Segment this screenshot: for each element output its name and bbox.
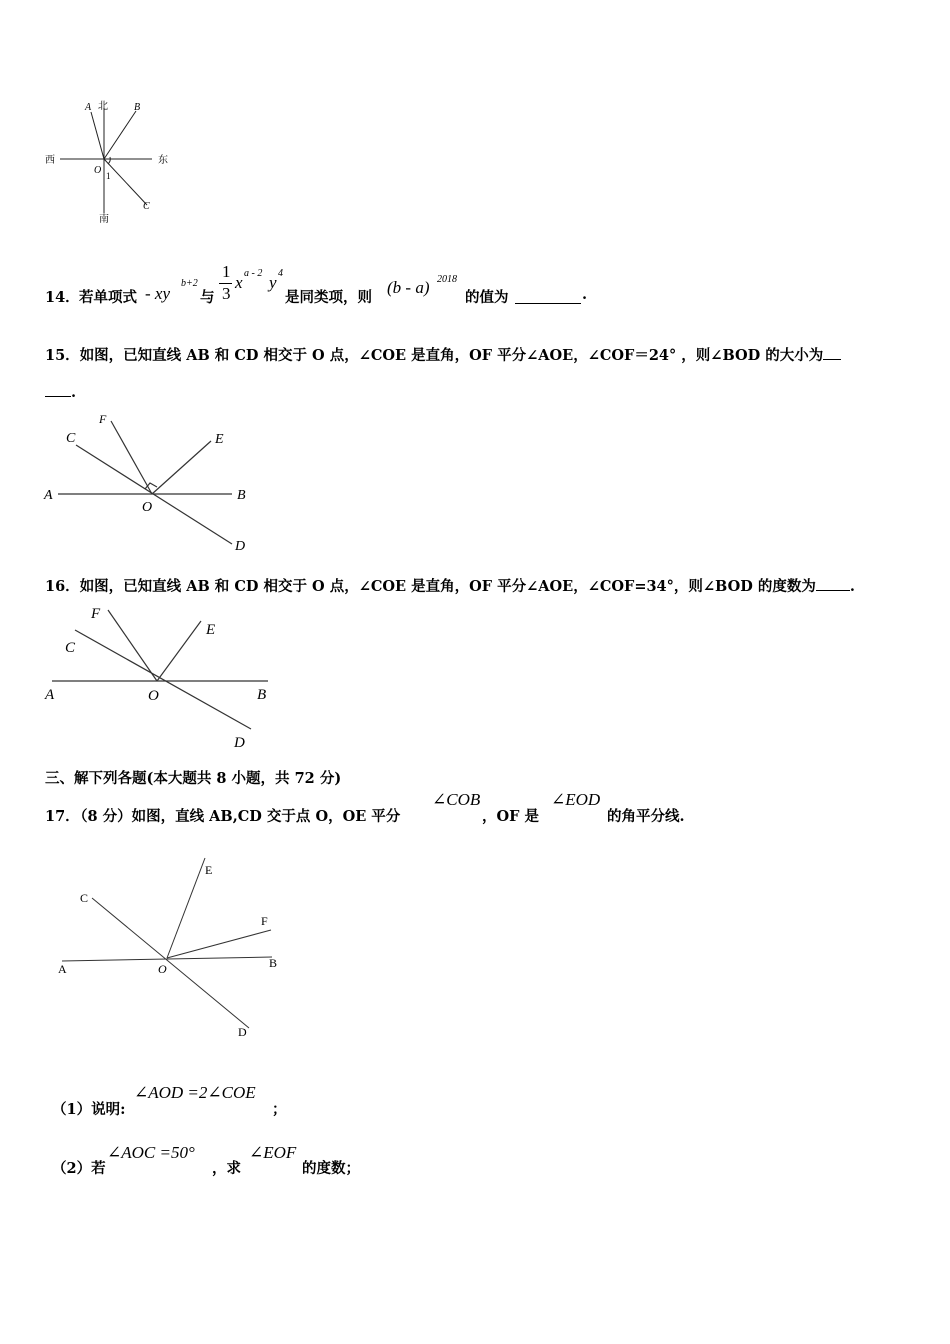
ray-oe	[157, 621, 201, 681]
q17-part-1	[52, 1080, 452, 1120]
label-c: C	[143, 201, 150, 212]
q15-label-d: D	[235, 539, 246, 554]
q16-label-c: C	[65, 640, 76, 656]
q17-label-c: C	[80, 891, 89, 905]
label-west: 西	[45, 155, 55, 166]
q14-fraction-denominator: 3	[222, 284, 231, 303]
q15-label-b: B	[237, 488, 246, 503]
q17-angle-cob: ∠COB	[432, 790, 481, 809]
q15-label-c: C	[66, 431, 76, 446]
q14-x-exponent: a - 2	[244, 268, 263, 279]
q17-label-a: A	[58, 962, 67, 976]
q16-answer-blank[interactable]	[816, 589, 850, 591]
q16-text: 如图，已知直线 AB 和 CD 相交于 O 点，∠COE 是直角，OF 平分∠AOE，∠COF=34°，则∠BOD 的度数为	[79, 578, 816, 595]
q15-label-f: F	[99, 412, 107, 426]
q16-label-d: D	[234, 735, 245, 751]
label-angle-1: 1	[106, 171, 111, 181]
q17-text-mid: ，OF 是	[482, 808, 539, 825]
q14-end: .	[582, 286, 588, 303]
q14-paren-expression: (b - a)	[387, 278, 430, 297]
q14-text-2: 是同类项，则	[285, 289, 372, 306]
ray-of	[111, 421, 152, 494]
label-b: B	[134, 102, 141, 113]
q16-label-a: A	[45, 687, 55, 703]
q16-label-e: E	[206, 622, 216, 638]
q17-part-1-end: ；	[272, 1101, 287, 1118]
line-cd	[75, 630, 251, 729]
question-16	[45, 575, 855, 596]
q17-part-2-math-2: ∠EOF	[249, 1143, 297, 1162]
q17-part-1-label: （1）说明:	[52, 1101, 126, 1118]
q17-part-2-label: （2）若	[52, 1160, 106, 1177]
q14-and: 与	[200, 289, 215, 306]
q14-text-1: 若单项式	[79, 289, 137, 306]
question-17	[45, 790, 745, 830]
q16-label-o: O	[148, 688, 159, 704]
label-south: 南	[99, 214, 109, 225]
q14-x: x	[235, 273, 243, 292]
q17-part-2-mid: ，求	[212, 1160, 241, 1177]
q17-figure	[50, 850, 290, 1045]
q14-paren-exponent: 2018	[437, 274, 457, 285]
q15-label-e: E	[215, 432, 224, 447]
q17-part-2-math: ∠AOC =50°	[107, 1143, 195, 1162]
q14-number: 14．	[45, 289, 80, 306]
q15-text: 如图，已知直线 AB 和 CD 相交于 O 点，∠COE 是直角，OF 平分∠AOE，∠COF＝24° ，则∠BOD 的大小为	[79, 347, 824, 364]
ray-of	[167, 930, 271, 958]
ray-oc	[104, 159, 147, 205]
ray-of	[108, 610, 157, 681]
q15-end: .	[71, 384, 77, 401]
q15-label-a: A	[44, 488, 53, 503]
q15-figure	[40, 405, 260, 555]
q17-text: （8 分）如图，直线 AB,CD 交于点 O，OE 平分	[73, 808, 401, 825]
q14-y-exponent: 4	[278, 268, 283, 279]
q17-angle-eod: ∠EOD	[551, 790, 601, 809]
label-a: A	[85, 102, 92, 113]
section-3-heading: 三、解下列各题(本大题共 8 小题，共 72 分)	[45, 770, 342, 787]
q15-number: 15．	[45, 347, 80, 364]
angle-1-arc	[108, 157, 110, 164]
q16-figure	[40, 600, 280, 755]
ray-oe	[167, 858, 205, 958]
q16-number: 16．	[45, 578, 80, 595]
ray-ob	[104, 111, 136, 159]
q14-text-3: 的值为	[465, 289, 509, 306]
q15-continuation	[45, 384, 76, 401]
q15-answer-blank-1[interactable]	[823, 358, 841, 360]
q16-label-b: B	[257, 687, 267, 703]
q16-end: .	[849, 578, 855, 595]
q17-label-b: B	[269, 956, 278, 970]
q17-label-f: F	[261, 914, 268, 928]
q17-text-end: 的角平分线.	[607, 808, 685, 825]
q14-term1-exponent: b+2	[181, 278, 198, 289]
q17-part-2	[52, 1140, 452, 1180]
label-north: 北	[98, 101, 108, 112]
q17-number: 17．	[45, 808, 80, 825]
q17-label-d: D	[238, 1025, 247, 1039]
ray-oa	[91, 112, 104, 159]
q17-part-2-end: 的度数；	[302, 1160, 360, 1177]
ray-oe	[152, 441, 211, 494]
q14-y: y	[269, 273, 277, 292]
q17-label-o: O	[158, 962, 167, 976]
q15-answer-blank-2[interactable]	[45, 395, 71, 397]
q17-part-1-math: ∠AOD =2∠COE	[134, 1083, 256, 1102]
label-east: 东	[158, 155, 168, 166]
q14-term1: - xy	[145, 284, 171, 303]
compass-figure	[40, 95, 190, 230]
line-cd	[92, 898, 249, 1028]
question-15	[45, 344, 841, 365]
q16-label-f: F	[91, 606, 101, 622]
q14-answer-blank[interactable]	[515, 302, 581, 304]
q15-label-o: O	[142, 500, 153, 515]
q17-label-e: E	[205, 863, 213, 877]
q14-fraction-numerator: 1	[222, 262, 231, 281]
label-o: O	[94, 165, 102, 176]
